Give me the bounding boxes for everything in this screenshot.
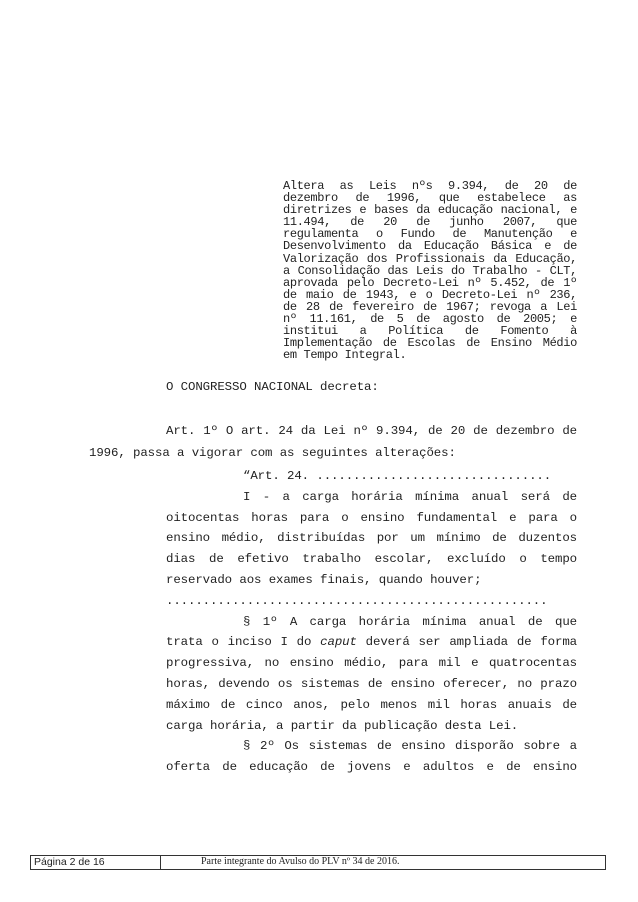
page-footer [30,855,606,870]
paragraph-1-text-end: deverá ser ampliada de forma progressiva, no ensino médio, para mil e quatrocentas horas, devendo os sistemas de ensino oferecer, no prazo máximo de cinco anos, pelo menos mil horas anuais de carga horária, a partir da publicação desta Lei. [166,635,578,733]
article-24-heading: “Art. 24. ................................ [243,469,552,483]
omission-dots: .................................................... [166,593,548,608]
page-number: Página 2 de 16 [31,856,161,869]
paragraph-1-text-start: § 1º A carga horária mínima anual de que trata o inciso I do [166,614,577,650]
enacting-clause: O CONGRESSO NACIONAL decreta: [166,380,379,394]
inciso-i: I - a carga horária mínima anual será de oitocentas horas para o ensino fundamental e para o ensino médio, distribuídas por um mínimo de duzentos dias de efetivo trabalho escolar, excluído o tempo reservado aos exames finais, quando houver; [166,489,577,587]
paragraph-1 [166,612,577,737]
paragraph-2: § 2º Os sistemas de ensino disporão sobre a oferta de educação de jovens e adultos e de ensino [166,739,577,775]
amended-text [166,466,577,778]
caput-term: caput [320,635,357,650]
ementa: Altera as Leis nºs 9.394, de 20 de dezembro de 1996, que estabelece as diretrizes e bases da educação nacional, e 11.494, de 20 de junho 2007, que regulamenta o Fundo de Manutenção e Desenvolvimento da Educação Básica e de Valorização dos Profissionais da Educação, a Consolidação das Leis do Trabalho - CLT, aprovada pelo Decreto-Lei nº 5.452, de 1º de maio de 1943, e o Decreto-Lei nº 236, de 28 de fevereiro de 1967; revoga a Lei nº 11.161, de 5 de agosto de 2005; e institui a Política de Fomento à Implementação de Escolas de Ensino Médio em Tempo Integral. [283,179,577,363]
article-1: Art. 1º O art. 24 da Lei nº 9.394, de 20 de dezembro de 1996, passa a vigorar com as seguintes alterações: [89,424,577,460]
footer-note: Parte integrante do Avulso do PLV nº 34 de 2016. [201,856,400,867]
